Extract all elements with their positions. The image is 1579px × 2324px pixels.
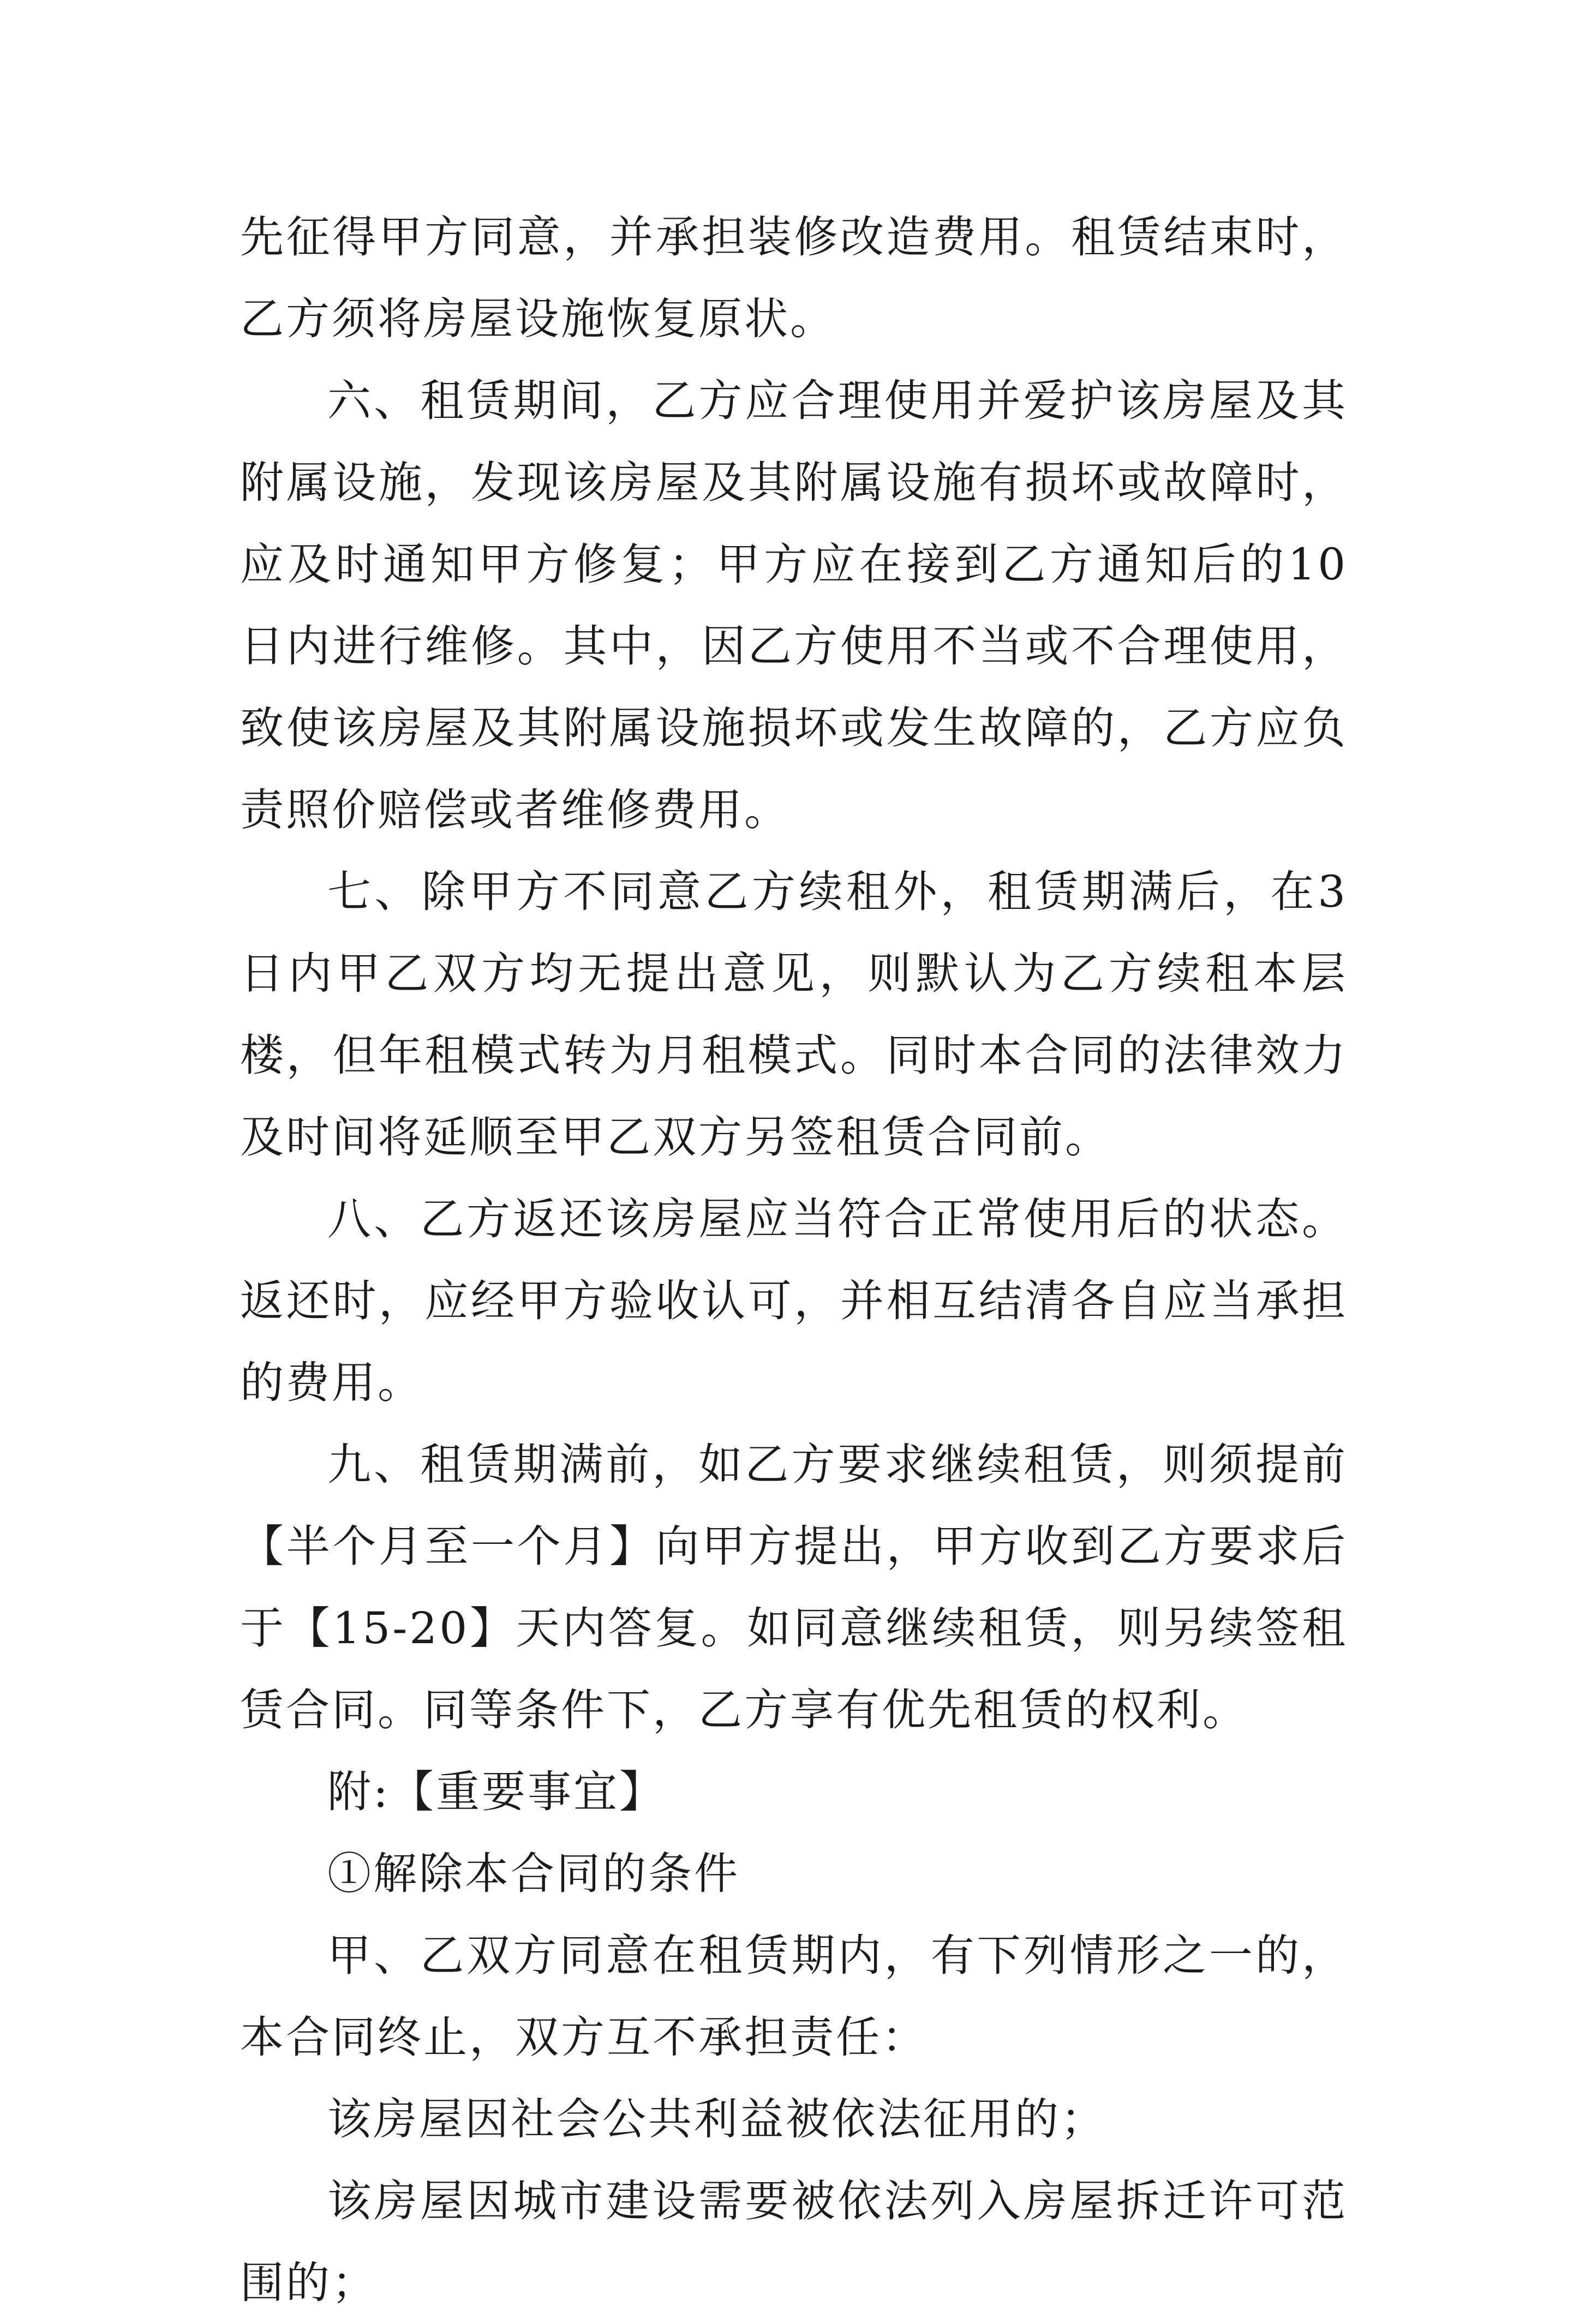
clause-nine: 九、租赁期满前，如乙方要求继续租赁，则须提前【半个月至一个月】向甲方提出，甲方收到乙方要求后于【15-20】天内答复。如同意继续租赁，则另续签租赁合同。同等条件下，乙方享有优先租赁的权利。 [240,1439,1348,1735]
termination-case-demolition: 该房屋因城市建设需要被依法列入房屋拆迁许可范围的； [240,2176,1348,2308]
appendix-item-heading: ①解除本合同的条件 [327,1848,740,1899]
clause-eight: 八、乙方返还该房屋应当符合正常使用后的状态。返还时，应经甲方验收认可，并相互结清各自应当承担的费用。 [240,1194,1348,1408]
clause-six: 六、租赁期间，乙方应合理使用并爱护该房屋及其附属设施，发现该房屋及其附属设施有损坏或故障时，应及时通知甲方修复；甲方应在接到乙方通知后的10日内进行维修。其中，因乙方使用不当或不合理使用，致使该房屋及其附属设施损坏或发生故障的，乙方应负责照价赔偿或者维修费用。 [240,375,1348,835]
termination-intro: 甲、乙双方同意在租赁期内，有下列情形之一的，本合同终止，双方互不承担责任： [240,1930,1348,2063]
termination-case-expropriation: 该房屋因社会公共利益被依法征用的； [327,2094,1107,2145]
paragraph-continuation: 先征得甲方同意，并承担装修改造费用。租赁结束时，乙方须将房屋设施恢复原状。 [240,212,1348,344]
clause-seven: 七、除甲方不同意乙方续租外，租赁期满后，在3日内甲乙双方均无提出意见，则默认为乙方续租本层楼，但年租模式转为月租模式。同时本合同的法律效力及时间将延顺至甲乙双方另签租赁合同前。 [240,866,1348,1163]
appendix-heading: 附:【重要事宜】 [327,1766,665,1817]
contract-body [240,196,1348,2324]
